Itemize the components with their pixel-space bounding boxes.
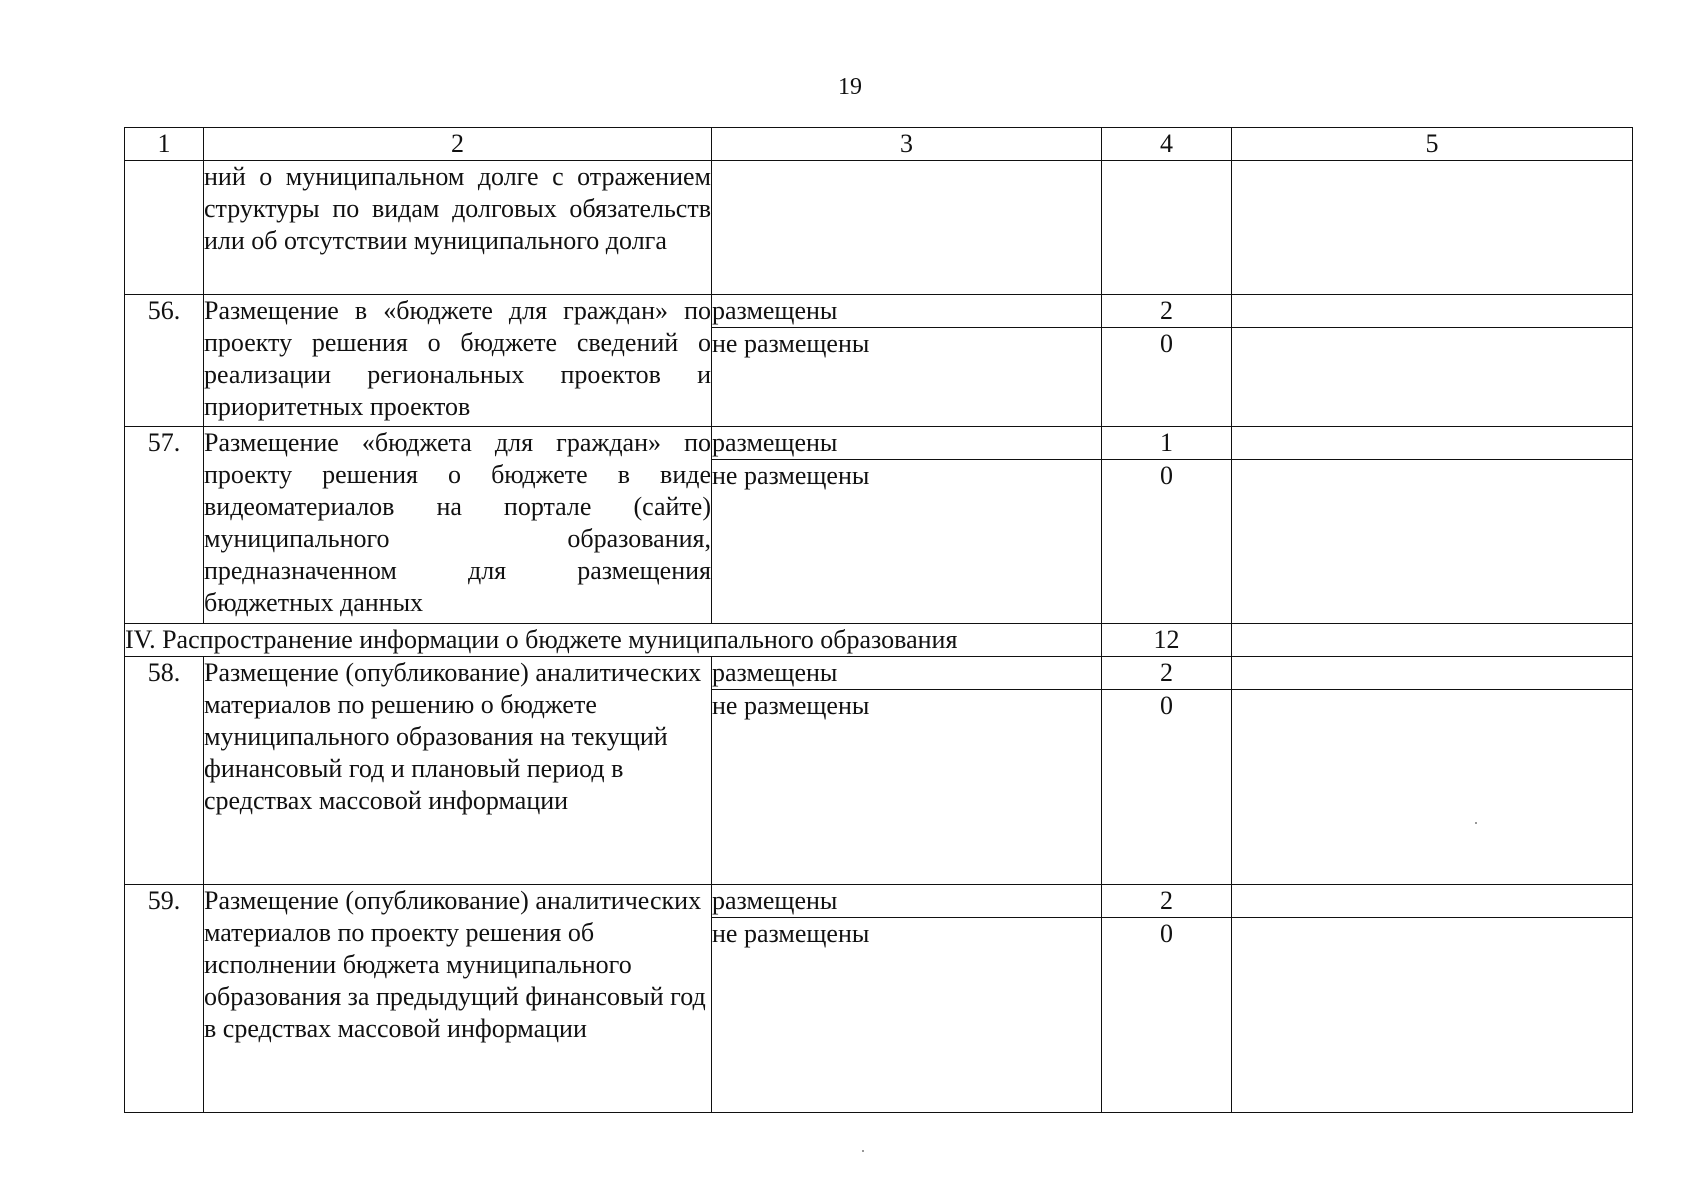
option-label: не размещены [712, 690, 1102, 885]
section-row [125, 624, 1633, 657]
row-description: Размещение (опубликование) аналитических материалов по проекту решения об исполнении бюджета муниципального образования за предыдущий финансовый год в средствах массовой информации [204, 885, 712, 1113]
option-label: размещены [712, 657, 1102, 690]
row-number: 59. [125, 885, 204, 1113]
row-description: Размещение в «бюджете для граждан» по проекту решения о бюджете сведений о реализации региональных проектов и приоритетных проектов [204, 295, 712, 427]
option-score: 2 [1102, 657, 1232, 690]
option-label: размещены [712, 295, 1102, 328]
empty-cell [1102, 161, 1232, 295]
option-score: 0 [1102, 690, 1232, 885]
empty-cell [712, 161, 1102, 295]
header-cell-1: 1 [125, 128, 204, 161]
option-score: 1 [1102, 427, 1232, 460]
option-score: 0 [1102, 918, 1232, 1113]
header-cell-4: 4 [1102, 128, 1232, 161]
empty-cell [1232, 460, 1633, 624]
row-description: Размещение «бюджета для граждан» по проекту решения о бюджете в виде видеоматериалов на портале (сайте) муниципального образования, предназначенном для размещения бюджетных данных [204, 427, 712, 624]
empty-cell [1232, 918, 1633, 1113]
empty-cell [1232, 885, 1633, 918]
option-score: 2 [1102, 885, 1232, 918]
row-number: 56. [125, 295, 204, 427]
option-label: размещены [712, 427, 1102, 460]
scoring-table [124, 127, 1633, 1113]
empty-cell [1232, 427, 1633, 460]
header-cell-2: 2 [204, 128, 712, 161]
header-row [125, 128, 1633, 161]
section-title: IV. Распространение информации о бюджете муниципального образования [125, 624, 1102, 657]
option-label: не размещены [712, 328, 1102, 427]
empty-cell [1232, 161, 1633, 295]
page-number: 19 [838, 74, 862, 100]
table-row-57 [125, 427, 1633, 460]
row-number: 57. [125, 427, 204, 624]
row-number: 58. [125, 657, 204, 885]
option-score: 2 [1102, 295, 1232, 328]
empty-cell [1232, 295, 1633, 328]
row-description: Размещение (опубликование) аналитических материалов по решению о бюджете муниципального образования на текущий финансовый год и плановый период в средствах массовой информации [204, 657, 712, 885]
scan-speck [862, 1150, 864, 1152]
table-row-59 [125, 885, 1633, 918]
empty-cell [1232, 690, 1633, 885]
empty-cell [1232, 657, 1633, 690]
empty-cell [1232, 624, 1633, 657]
header-cell-5: 5 [1232, 128, 1633, 161]
scan-speck [1475, 822, 1477, 824]
option-label: не размещены [712, 918, 1102, 1113]
table-row-58 [125, 657, 1633, 690]
header-cell-3: 3 [712, 128, 1102, 161]
option-label: не размещены [712, 460, 1102, 624]
empty-cell [1232, 328, 1633, 427]
table-row-56 [125, 295, 1633, 328]
row-number-empty [125, 161, 204, 295]
option-label: размещены [712, 885, 1102, 918]
section-score: 12 [1102, 624, 1232, 657]
option-score: 0 [1102, 328, 1232, 427]
continuation-text: ний о муниципальном долге с отражением структуры по видам долговых обязательств или об отсутствии муниципального долга [204, 161, 712, 295]
continuation-row [125, 161, 1633, 295]
option-score: 0 [1102, 460, 1232, 624]
